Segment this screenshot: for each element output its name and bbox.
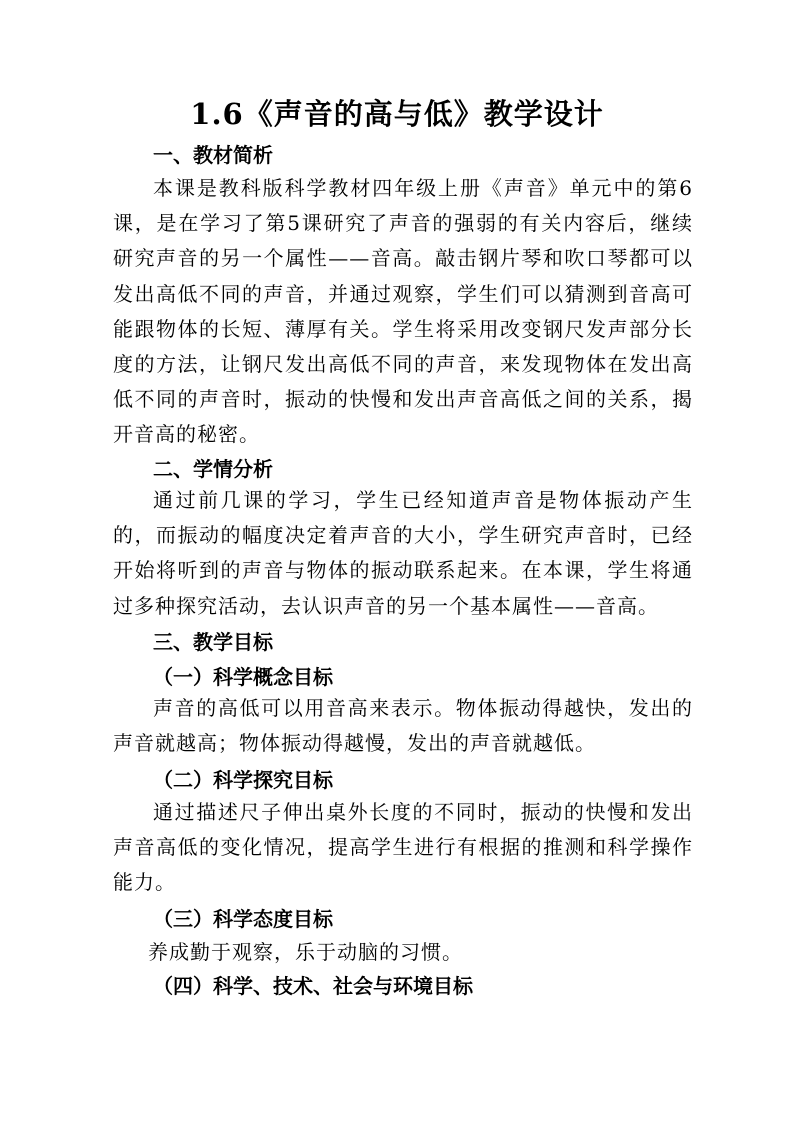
subheading-stse-goals: （四）科学、技术、社会与环境目标 [153, 974, 473, 998]
document-title: 1.6《声音的高与低》教学设计 [190, 97, 604, 131]
section-heading-textbook-analysis: 一、教材简析 [153, 143, 273, 167]
subheading-attitude-goals: （三）科学态度目标 [153, 907, 333, 931]
subheading-concept-goals: （一）科学概念目标 [153, 665, 333, 689]
section-heading-teaching-goals: 三、教学目标 [153, 630, 273, 654]
subheading-inquiry-goals: （二）科学探究目标 [153, 768, 333, 792]
section-heading-student-analysis: 二、学情分析 [153, 457, 273, 481]
paragraph-textbook-analysis: 本课是教科版科学教材四年级上册《声音》单元中的第6课，是在学习了第5课研究了声音的强弱的有关内容后，继续研究声音的另一个属性——音高。敲击钢片琴和吹口琴都可以发出高低不同的声音，并通过观察，学生们可以猜测到音高可能跟物体的长短、薄厚有关。学生将采用改变钢尺发声部分长度的方法，让钢尺发出高低不同的声音，来发现物体在发出高低不同的声音时，振动的快慢和发出声音高低之间的关系，揭开音高的秘密。 [113, 176, 693, 447]
paragraph-attitude-goals: 养成勤于观察，乐于动脑的习惯。 [148, 940, 463, 964]
paragraph-inquiry-goals: 通过描述尺子伸出桌外长度的不同时，振动的快慢和发出声音高低的变化情况，提高学生进行有根据的推测和科学操作能力。 [113, 800, 693, 895]
paragraph-concept-goals: 声音的高低可以用音高来表示。物体振动得越快，发出的声音就越高；物体振动得越慢，发出的声音就越低。 [113, 696, 693, 756]
paragraph-student-analysis: 通过前几课的学习，学生已经知道声音是物体振动产生的，而振动的幅度决定着声音的大小，学生研究声音时，已经开始将听到的声音与物体的振动联系起来。在本课，学生将通过多种探究活动，去认识声音的另一个基本属性——音高。 [113, 488, 693, 618]
